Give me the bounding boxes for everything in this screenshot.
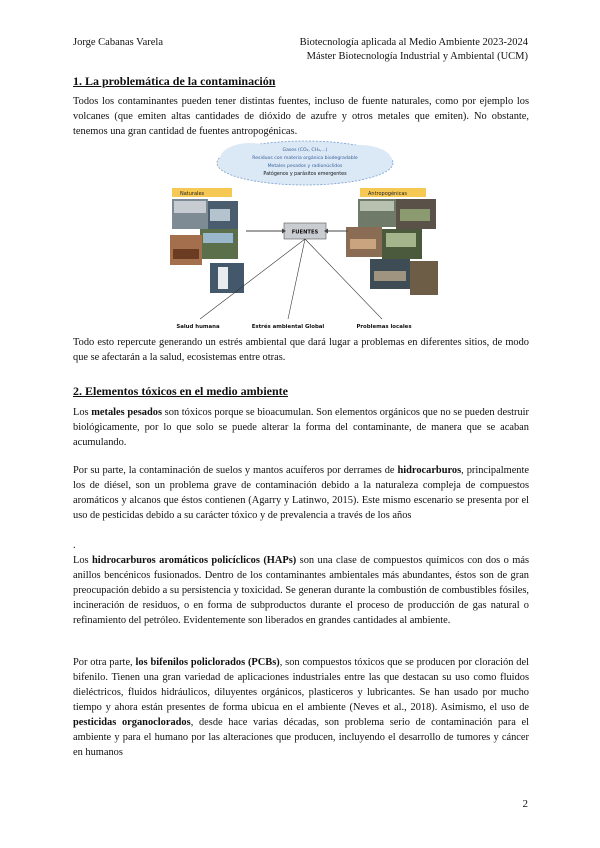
text-run: Por otra parte,: [73, 657, 136, 668]
output-global-stress: Estrés ambiental Global: [251, 324, 325, 330]
page-number: 2: [522, 798, 528, 810]
text-run: , son compuestos tóxicos que se producen por cloración del bifenilo. Tienen una gran variedad de aplicaciones industriales entre las que destacan su uso como fluidos dieléctricos, fluidos hidráulicos, diluyentes orgánicos, plasticeros y lubricantes. Se han usado por mucho tiempo y ahora están presentes de forma ubicua en el ambiente (Neves et al., 2018). Asimismo, el uso de: [73, 657, 529, 713]
natural-sources-photos: [170, 199, 244, 293]
text-run: Los: [73, 555, 93, 566]
text-run: , principalmente los de diésel, son un problema grave de contaminación debido a la naturaleza compleja de compuestos aromáticos y alcanos que éstos contienen (Agarry y Latinwo, 2015). Este mismo escenario se presenta por el uso de pesticidas debido a su carácter tóxico y de prevalencia a través de los años: [73, 465, 530, 521]
anthropogenic-label: Antropogénicas: [368, 191, 408, 197]
term-hydrocarbons: hidrocarburos: [397, 465, 462, 476]
cloud-line-4: Patógenos y parásitos emergentes: [263, 172, 347, 177]
text-run: son una clase de compuestos químicos con dos o más anillos bencénicos fusionados. Dentro de los contaminantes ambientales más abundantes, éstos son de gran preocupación debido a su persistencia y toxicidad. Se generan durante la combustión de combustibles fósiles, incineración de residuos, o en forma de subproductos durante el proceso de producción de gas natural o refinamiento del petróleo. Evidentemente son liberados en grandes cantidades al ambiente.: [73, 555, 529, 626]
term-heavy-metals: metales pesados: [91, 407, 163, 418]
output-local-problems: Problemas locales: [356, 324, 412, 330]
term-pcbs: los bifenilos policlorados (PCBs): [135, 657, 280, 668]
anthropogenic-sources-photos: [346, 199, 438, 295]
section-1-intro: Todos los contaminantes pueden tener distintas fuentes, incluso de fuente naturales, como por ejemplo los volcanes (que emiten altas cantidades de dióxido de azufre y otros metales que emiten). No obstante, tenemos una gran cantidad de fuentes antropogénicas.: [73, 96, 529, 137]
natural-label: Naturales: [180, 191, 205, 197]
header-course: Biotecnología aplicada al Medio Ambiente 2023-2024: [299, 37, 528, 48]
line-global: [288, 239, 305, 319]
paragraph-haps: [73, 553, 529, 628]
term-haps: hidrocarburos aromáticos policíclicos (HAPs): [92, 555, 297, 566]
term-organochlorine-pesticides: pesticidas organoclorados: [73, 717, 191, 728]
paragraph-hydrocarbons: [73, 463, 529, 523]
stray-period: .: [73, 540, 76, 551]
paragraph-pcbs: [73, 655, 529, 760]
output-health: Salud humana: [176, 324, 220, 330]
header-master: Máster Biotecnología Industrial y Ambiental (UCM): [306, 51, 528, 62]
sources-label: FUENTES: [291, 229, 319, 236]
text-run: Los: [73, 407, 92, 418]
text-run: , desde hace varias décadas, son problema serio de contaminación para el ambiente y para el humano por las alteraciones que producen, incluyendo el desarrollo de tumores y cáncer en humanos: [73, 717, 530, 758]
text-run: son tóxicos porque se bioacumulan. Son elementos orgánicos que no se pueden destruir biológicamente, por lo que solo se puede alterar la forma del contaminante, de manera que se acaban acumulando.: [73, 407, 529, 448]
section-1-title: 1. La problemática de la contaminación: [73, 74, 276, 88]
cloud-line-3: Metales pesados y radionúclidos: [267, 164, 343, 169]
cloud-line-1: Gases (CO₂, CH₄,...): [282, 148, 328, 153]
section-2-title: 2. Elementos tóxicos en el medio ambiente: [73, 384, 288, 398]
paragraph-heavy-metals: [73, 405, 529, 450]
section-1-after-figure: Todo esto repercute generando un estrés ambiental que dará lugar a problemas en diferentes sitios, de modo que se afectarán a la salud, ecosistemas entre otras.: [73, 337, 529, 363]
cloud-line-2: Residuos con materia orgánica biodegradable: [252, 156, 358, 161]
header-author: Jorge Cabanas Varela: [73, 37, 163, 48]
header-course-info: [300, 36, 528, 64]
pollutants-cloud: [217, 141, 393, 185]
text-run: Por su parte, la contaminación de suelos y mantos acuíferos por derrames de: [73, 465, 398, 476]
contamination-sources-figure: [170, 139, 440, 331]
